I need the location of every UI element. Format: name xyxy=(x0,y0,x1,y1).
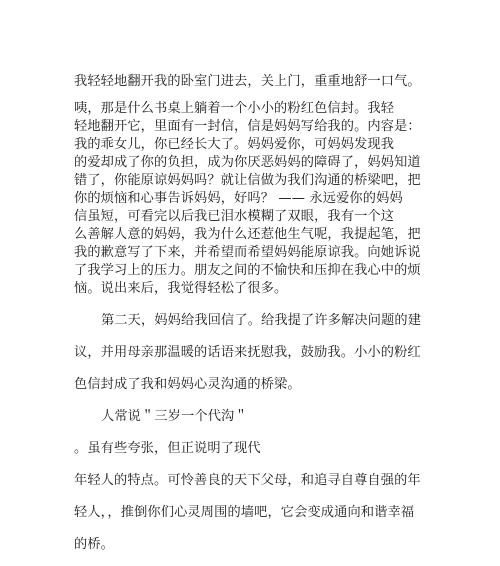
paragraph-2-line-4: 的爱却成了你的负担，成为你厌恶妈妈的障碍了，妈妈知道 xyxy=(74,155,421,170)
paragraph-1-line-1: 我轻轻地翻开我的卧室门进去，关上门，重重地舒一口气。 xyxy=(74,74,421,89)
paragraph-5-line-1: 。虽有些夸张，但正说明了现代 xyxy=(74,441,261,456)
paragraph-2-line-2: 轻地翻开它，里面有一封信，信是妈妈写给我的。内容是： xyxy=(74,119,421,134)
paragraph-2-line-6: 你的烦恼和心事告诉妈妈，好吗？ —— 永远爱你的妈妈 xyxy=(74,191,403,206)
paragraph-3-line-2: 议，并用母亲那温暖的话语来抚慰我，鼓励我。小小的粉红 xyxy=(74,345,421,360)
paragraph-2-line-11: 恼。说出来后，我觉得轻松了很多。 xyxy=(74,281,288,296)
paragraph-5-line-2: 年轻人的特点。可怜善良的天下父母，和追寻自尊自强的年 xyxy=(74,473,421,488)
paragraph-5-line-3: 轻人，，推倒你们心灵周围的墙吧，它会变成通向和谐幸福 xyxy=(74,505,415,520)
paragraph-2-line-5: 错了，你能原谅妈妈吗？就让信做为我们沟通的桥梁吧，把 xyxy=(74,173,421,188)
paragraph-4-line-1: 人常说＂三岁一个代沟＂ xyxy=(101,409,248,424)
paragraph-3-line-1: 第二天，妈妈给我回信了。给我提了许多解决问题的建 xyxy=(101,313,422,328)
paragraph-5-line-4: 的桥。 xyxy=(74,537,115,552)
paragraph-2-line-9: 我的歉意写了下来，并希望而希望妈妈能原谅我。向她诉说 xyxy=(74,245,421,260)
paragraph-2-line-8: 么善解人意的妈妈，我为什么还惹他生气呢，我提起笔，把 xyxy=(74,227,421,242)
paragraph-2-line-3: 我的乖女儿，你已经长大了。妈妈爱你，可妈妈发现我 xyxy=(74,137,395,152)
paragraph-2-line-10: 了我学习上的压力。朋友之间的不愉快和压抑在我心中的烦 xyxy=(74,263,421,278)
paragraph-3-line-3: 色信封成了我和妈妈心灵沟通的桥梁。 xyxy=(74,377,301,392)
paragraph-2-line-7: 信虽短，可看完以后我已泪水模糊了双眼，我有一个这 xyxy=(74,209,395,224)
paragraph-2-line-1: 咦，那是什么书桌上躺着一个小小的粉红色信封。我轻 xyxy=(74,101,395,116)
